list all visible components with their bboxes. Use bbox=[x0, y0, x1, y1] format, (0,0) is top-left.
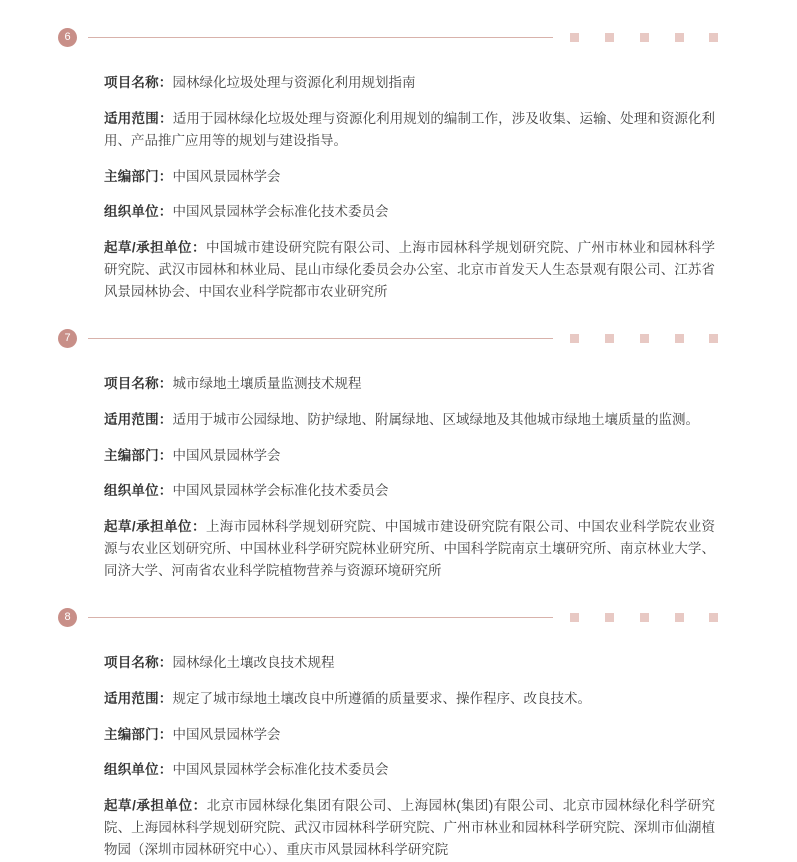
field-label: 适用范围： bbox=[104, 411, 173, 427]
field-label: 组织单位： bbox=[104, 483, 173, 499]
field-drafting-units bbox=[104, 516, 715, 582]
field-value: 中国风景园林学会 bbox=[172, 168, 281, 184]
field-label: 主编部门： bbox=[104, 726, 173, 742]
entry-number-badge: 7 bbox=[58, 329, 77, 348]
field-label: 适用范围： bbox=[104, 690, 173, 706]
field-label: 主编部门： bbox=[104, 168, 173, 184]
field-label: 项目名称： bbox=[104, 654, 173, 670]
field-drafting-units bbox=[104, 237, 715, 303]
divider-line bbox=[88, 338, 553, 339]
standard-entry bbox=[0, 329, 797, 582]
field-chief-editor bbox=[104, 724, 715, 746]
dash-decoration bbox=[570, 33, 718, 42]
field-value: 中国城市建设研究院有限公司、上海市园林科学规划研究院、广州市林业和园林科学研究院、武汉市园林和林业局、昆山市绿化委员会办公室、北京市首发天人生态景观有限公司、江苏省风景园林协会、中国农业科学院都市农业研究所 bbox=[104, 240, 715, 300]
dash-square bbox=[709, 33, 718, 42]
standard-entry bbox=[0, 28, 797, 303]
dash-square bbox=[605, 613, 614, 622]
dash-square bbox=[605, 33, 614, 42]
dash-square bbox=[640, 33, 649, 42]
field-value: 适用于园林绿化垃圾处理与资源化利用规划的编制工作，涉及收集、运输、处理和资源化利用、产品推广应用等的规划与建设指导。 bbox=[104, 110, 716, 148]
dash-square bbox=[675, 334, 684, 343]
field-value: 规定了城市绿地土壤改良中所遵循的质量要求、操作程序、改良技术。 bbox=[172, 690, 591, 706]
field-value: 中国风景园林学会标准化技术委员会 bbox=[172, 762, 389, 778]
field-label: 起草/承担单位： bbox=[104, 798, 207, 814]
field-value: 中国风景园林学会 bbox=[172, 447, 281, 463]
dash-decoration bbox=[570, 334, 718, 343]
entry-header bbox=[0, 608, 797, 636]
field-organizer bbox=[104, 201, 715, 223]
field-label: 项目名称： bbox=[104, 75, 173, 90]
dash-square bbox=[709, 334, 718, 343]
field-value: 上海市园林科学规划研究院、中国城市建设研究院有限公司、中国农业科学院农业资源与农业区划研究所、中国林业科学研究院林业研究所、中国科学院南京土壤研究所、南京林业大学、同济大学、河南省农业科学院植物营养与资源环境研究所 bbox=[104, 519, 715, 579]
entry-gap bbox=[0, 303, 797, 329]
field-scope bbox=[104, 409, 715, 431]
dash-square bbox=[709, 613, 718, 622]
dash-square bbox=[640, 334, 649, 343]
field-chief-editor bbox=[104, 166, 715, 188]
field-label: 起草/承担单位： bbox=[104, 519, 206, 535]
field-chief-editor bbox=[104, 445, 715, 467]
dash-decoration bbox=[570, 613, 718, 622]
field-scope bbox=[104, 108, 715, 152]
field-value: 园林绿化土壤改良技术规程 bbox=[172, 654, 335, 670]
field-value: 适用于城市公园绿地、防护绿地、附属绿地、区域绿地及其他城市绿地土壤质量的监测。 bbox=[172, 411, 699, 427]
field-label: 主编部门： bbox=[104, 447, 173, 463]
dash-square bbox=[605, 334, 614, 343]
field-label: 项目名称： bbox=[104, 375, 173, 391]
field-project-name bbox=[104, 373, 715, 395]
field-value: 园林绿化垃圾处理与资源化利用规划指南 bbox=[172, 75, 416, 90]
field-value: 中国风景园林学会 bbox=[172, 726, 281, 742]
dash-square bbox=[570, 613, 579, 622]
divider-line bbox=[88, 37, 553, 38]
entry-fields bbox=[0, 636, 797, 861]
field-drafting-units bbox=[104, 795, 715, 861]
field-organizer bbox=[104, 759, 715, 781]
field-label: 组织单位： bbox=[104, 204, 173, 220]
divider-line bbox=[88, 617, 553, 618]
entry-number-badge: 6 bbox=[58, 28, 77, 47]
field-organizer bbox=[104, 480, 715, 502]
field-project-name bbox=[104, 72, 715, 94]
dash-square bbox=[570, 33, 579, 42]
field-value: 北京市园林绿化集团有限公司、上海园林(集团)有限公司、北京市园林绿化科学研究院、上海园林科学规划研究院、武汉市园林科学研究院、广州市林业和园林科学研究院、深圳市仙湖植物园（深圳市园林研究中心）、重庆市风景园林科学研究院 bbox=[104, 798, 715, 858]
dash-square bbox=[640, 613, 649, 622]
entry-number-badge: 8 bbox=[58, 608, 77, 627]
entry-fields bbox=[0, 56, 797, 303]
entry-gap bbox=[0, 582, 797, 608]
field-label: 适用范围： bbox=[104, 110, 173, 126]
field-label: 组织单位： bbox=[104, 762, 173, 778]
dash-square bbox=[570, 334, 579, 343]
top-spacer bbox=[0, 0, 797, 28]
field-label: 起草/承担单位： bbox=[104, 240, 206, 256]
field-project-name bbox=[104, 652, 715, 674]
field-value: 中国风景园林学会标准化技术委员会 bbox=[172, 483, 389, 499]
field-value: 城市绿地土壤质量监测技术规程 bbox=[172, 375, 362, 391]
dash-square bbox=[675, 33, 684, 42]
standard-entry bbox=[0, 608, 797, 861]
field-scope bbox=[104, 688, 715, 710]
entry-fields bbox=[0, 357, 797, 582]
entry-header bbox=[0, 28, 797, 56]
field-value: 中国风景园林学会标准化技术委员会 bbox=[172, 204, 389, 220]
entry-header bbox=[0, 329, 797, 357]
dash-square bbox=[675, 613, 684, 622]
